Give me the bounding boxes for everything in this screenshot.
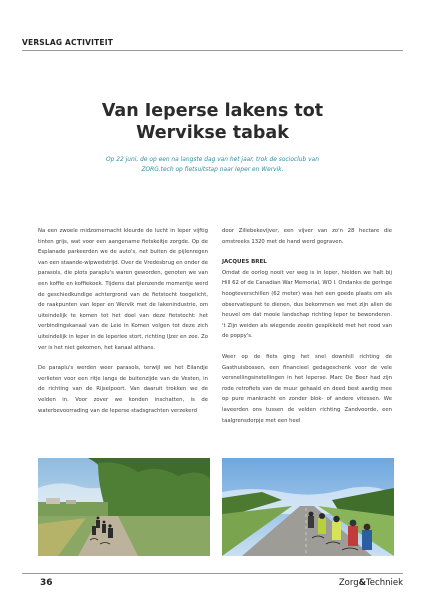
brand-part-1: Zorg — [338, 578, 359, 588]
photo-cyclists-country-path — [38, 458, 210, 556]
article-intro — [74, 156, 351, 175]
article-title-line-1: Van Ieperse lakens tot — [101, 101, 324, 121]
left-column — [38, 226, 208, 416]
top-divider — [22, 50, 403, 51]
bottom-divider — [22, 573, 403, 574]
right-paragraph-1: door Zillebekevijver, een vijver van zo'n 28 hectare die omstreeks 1320 met de hand werd gegraven. — [222, 228, 392, 245]
article-title — [40, 100, 385, 144]
footer-brand — [339, 578, 403, 588]
brand-ampersand: & — [358, 578, 367, 588]
page-number: 36 — [40, 578, 53, 588]
right-column — [222, 226, 392, 426]
subheading-jacques-brel: JACQUES BREL — [222, 259, 267, 266]
brand-part-2: Techniek — [366, 578, 403, 588]
right-paragraph-3: Weer op de fiets ging het snel downhill richting de Gasthuisbossen, een financieel gedageschenk voor de vele versnellingsinstellingen in het Ieperse. Marc De Beer had zijn rode retrofiets van de muur gehaald en deed best aardig mee op pure mankracht en zonder blok- of andere vitessen. We laveerden ons tussen de velden richting Zandvoorde, een taalgrensdorpje met een heel — [222, 353, 392, 424]
section-label: VERSLAG ACTIVITEIT — [22, 38, 114, 47]
left-paragraph-2: De paraplu's werden weer parasols, terwijl we het Eilandje verlieten voor een ritje langs de buitenzijde van de Vesten, in de richting van de Rijselpoort. Van daaruit trokken we de velden in. Voor zover we konden inschatten, is de waterbevoorrading van de Ieperse stadsgrachten verzekerd — [38, 365, 208, 414]
article-title-line-2: Wervikse tabak — [136, 123, 289, 143]
right-paragraph-2: Omdat de oorlog nooit ver weg is in Ieper, hielden we halt bij Hill 62 of de Canadian War Memorial, WO I. Ondanks de geringe hoogteverschillen (62 meter) was het een goede plaats om als observatiepunt te dienen, dus bekommen we met zijn allen de heuvel om dat mooie landschap richting Ieper te bewonderen. 't Zijn weiden als wiegende zeeën gespikkeld met het rood van de poppy's. — [222, 269, 392, 340]
intro-line-2: ZORG.tech op fietsuitstap naar Ieper en Wervik. — [141, 166, 284, 173]
left-paragraph-1: Na een zwoele midzomernacht kleurde de lucht in Ieper vijftig tinten grijs, wat voor een aangename fietskeitje zorgde. Op de Esplanade parkeerden we de auto's, net buiten de pijlenregen van een staande-wipwedstrijd. Over de Vredesbrug en onder de parasols, die plots paraplu's waren geworden, genoten we van een koffie en koffiekoek. Tijdens dat plenzende momentje werd de geschiedkundige achtergrond van de fietstocht toegelicht, de raakpunten van Ieper en Wervik met de lakenindustrie, om uiteindelijk te komen tot het doel van deze fietstocht: het verbindingskanaal van de Leie in Komen volgen tot deze zich uiteindelijk in Ieper in de Ieperlee stort, richting IJzer en zee. Zo ver is het niet gekomen, het kanaal althans. — [38, 228, 209, 351]
intro-line-1: Op 22 juni, de op een na langste dag van het jaar, trok de socioclub van — [106, 157, 319, 163]
photo-cyclists-canal-road — [222, 458, 394, 556]
